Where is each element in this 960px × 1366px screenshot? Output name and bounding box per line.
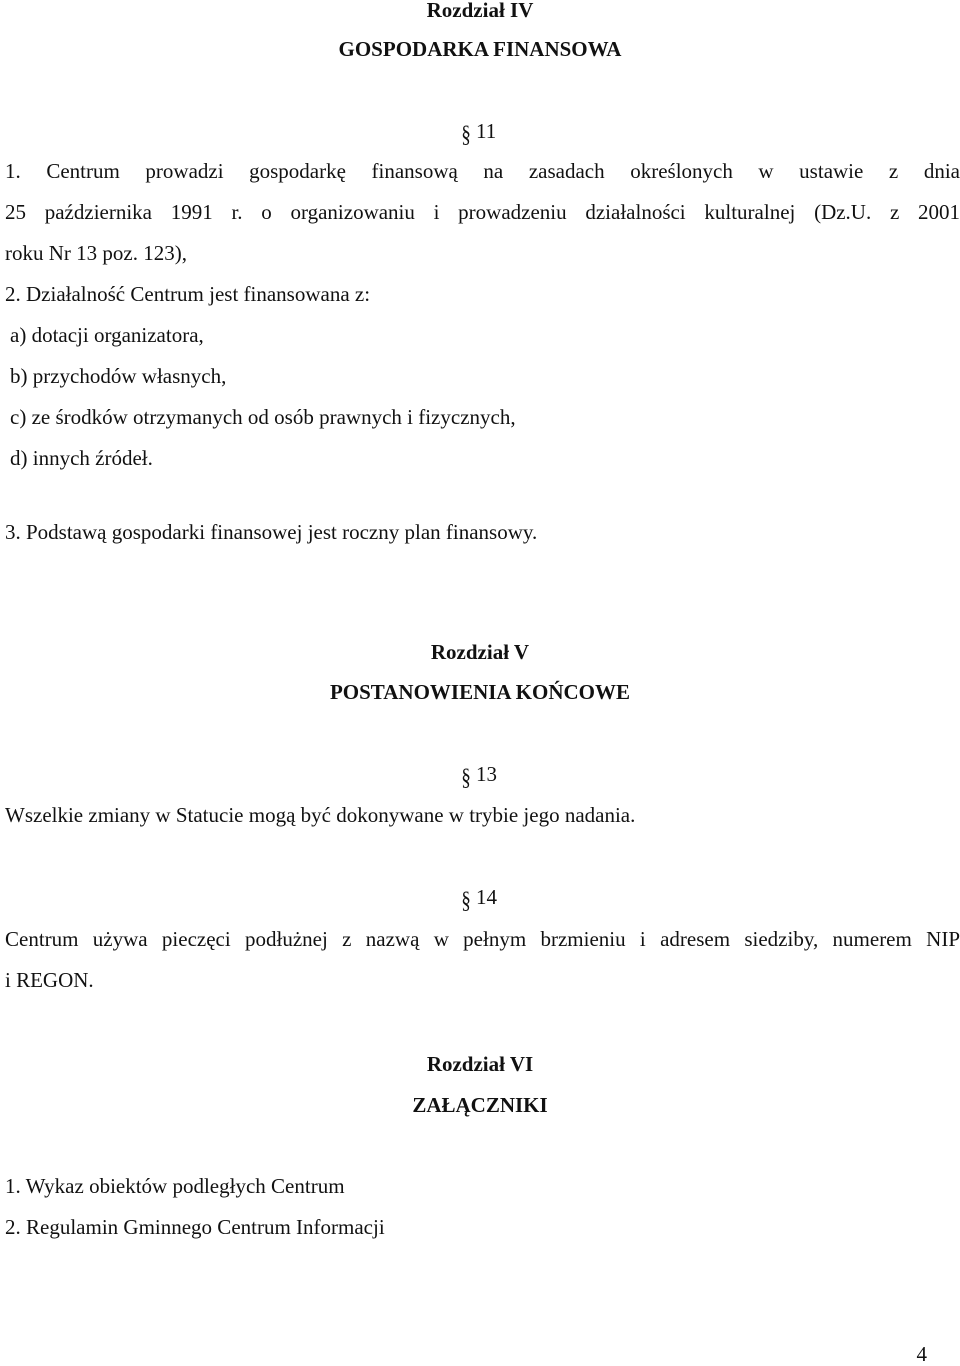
chapter-4-title: GOSPODARKA FINANSOWA <box>338 37 622 61</box>
list-item: d) innych źródeł. <box>10 446 153 470</box>
list-item: c) ze środków otrzymanych od osób prawnych i fizycznych, <box>10 405 516 429</box>
paragraph-14-line-2: i REGON. <box>5 968 94 992</box>
chapter-6-heading: Rozdział VI <box>426 1052 534 1076</box>
section-sign: § <box>461 888 471 914</box>
paragraph-13-header <box>460 764 497 790</box>
paragraph-11-point-2: 2. Działalność Centrum jest finansowana z: <box>5 282 371 306</box>
paragraph-11-point-1-line-2: 25 października 1991 r. o organizowaniu i prowadzeniu działalności kulturalnej (Dz.U. z 2001 <box>5 200 960 224</box>
section-sign: § <box>461 765 471 791</box>
paragraph-11-point-1-line-3: roku Nr 13 poz. 123), <box>5 241 187 265</box>
paragraph-number: 14 <box>476 885 497 909</box>
paragraph-number: 13 <box>476 762 497 786</box>
paragraph-14-header <box>460 887 497 913</box>
chapter-4-heading: Rozdział IV <box>426 0 534 22</box>
attachment-item: 1. Wykaz obiektów podległych Centrum <box>5 1174 345 1198</box>
paragraph-11-point-3: 3. Podstawą gospodarki finansowej jest roczny plan finansowy. <box>5 520 538 544</box>
paragraph-11-point-1-line-1: 1. Centrum prowadzi gospodarkę finansową na zasadach określonych w ustawie z dnia <box>5 159 960 183</box>
list-item: b) przychodów własnych, <box>10 364 227 388</box>
page-number: 4 <box>916 1342 927 1366</box>
list-item: a) dotacji organizatora, <box>10 323 204 347</box>
paragraph-14-line-1: Centrum używa pieczęci podłużnej z nazwą w pełnym brzmieniu i adresem siedziby, numerem NIP <box>5 927 960 951</box>
paragraph-13-text: Wszelkie zmiany w Statucie mogą być dokonywane w trybie jego nadania. <box>5 803 636 827</box>
chapter-5-heading: Rozdział V <box>430 640 530 664</box>
chapter-5-title: POSTANOWIENIA KOŃCOWE <box>329 680 631 704</box>
section-sign: § <box>461 122 471 148</box>
attachment-item: 2. Regulamin Gminnego Centrum Informacji <box>5 1215 385 1239</box>
paragraph-11-header <box>460 121 496 147</box>
chapter-6-title: ZAŁĄCZNIKI <box>412 1093 548 1117</box>
paragraph-number: 11 <box>476 119 497 143</box>
